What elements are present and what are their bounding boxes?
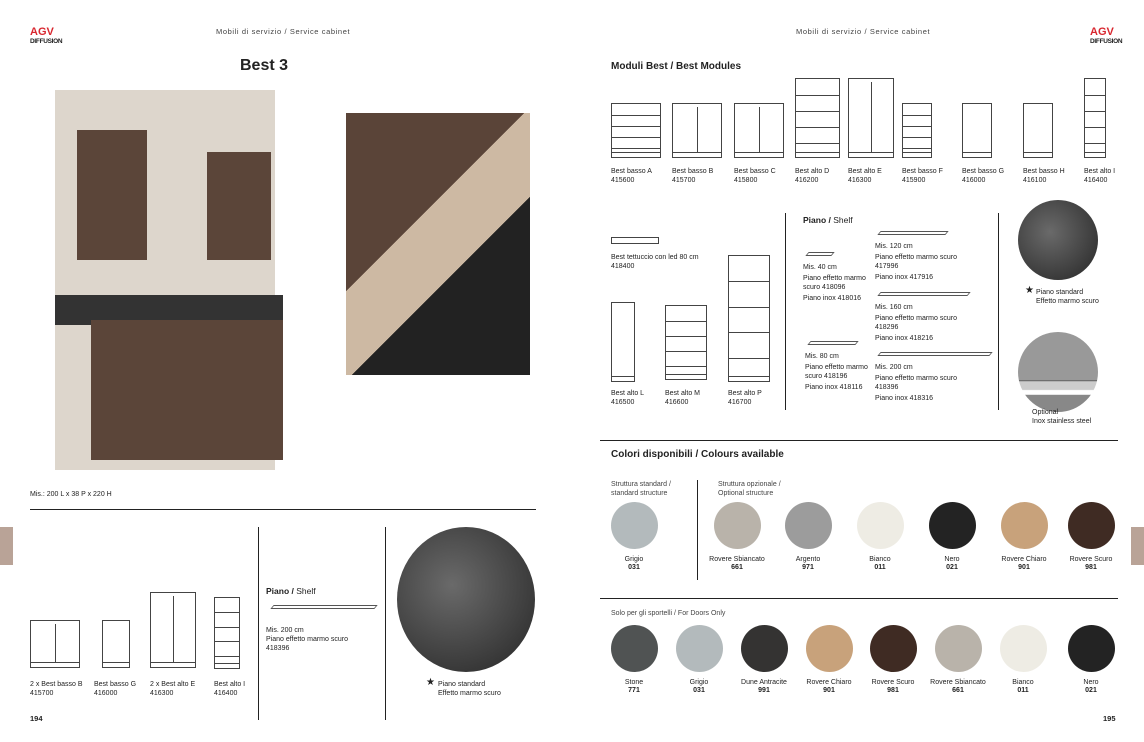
swatch-name: Bianco <box>1012 679 1034 686</box>
colour-swatch <box>857 502 904 549</box>
shelf-line <box>729 281 769 282</box>
shelf-line <box>796 143 839 144</box>
swatch-name: Bianco <box>869 556 891 563</box>
shelf-line <box>903 148 931 149</box>
swatch-name: Grigio <box>624 556 644 563</box>
swatch-code: 661 <box>952 687 964 694</box>
page-number: 195 <box>1103 714 1116 723</box>
colour-swatch <box>611 625 658 672</box>
module-label <box>672 167 713 185</box>
plinth-line <box>673 152 721 153</box>
shelf-line <box>612 137 660 138</box>
plinth-line <box>735 152 783 153</box>
swatch-code: 771 <box>628 687 640 694</box>
inox-swatch <box>1018 332 1098 412</box>
module-label <box>848 167 882 185</box>
plinth-line <box>796 152 839 153</box>
swatch-name: Nero <box>1083 679 1099 686</box>
brand-logo <box>30 27 62 47</box>
plinth-line <box>1024 152 1052 153</box>
plinth-line <box>31 662 79 663</box>
swatch-name: Nero <box>944 556 960 563</box>
swatch-name: Rovere Sbiancato <box>930 679 986 686</box>
colour-swatch <box>741 625 788 672</box>
swatch-label <box>993 679 1053 695</box>
shelf-line <box>215 641 239 642</box>
shelf-item <box>875 303 975 343</box>
shelf-title-light: Shelf <box>296 586 316 596</box>
caption-line: Optional <box>1032 409 1059 416</box>
module-name: Best basso F <box>902 168 943 175</box>
module-label <box>150 680 195 698</box>
shelf-drawing <box>270 605 377 609</box>
module-code: 416400 <box>214 690 238 697</box>
plinth-line <box>729 376 769 377</box>
label-line: Optional structure <box>718 490 774 497</box>
shelf-line <box>1085 143 1105 144</box>
shelf-line <box>666 366 706 367</box>
cabinet-drawing <box>795 78 840 158</box>
tettuccio-label <box>611 253 699 271</box>
module-label <box>94 680 136 698</box>
shelf-marble: Piano effetto marmo scuro 417996 <box>875 254 957 270</box>
module-code: 416600 <box>665 399 689 406</box>
shelf-line <box>1085 127 1105 128</box>
shelf-drawing <box>877 352 992 356</box>
shelf-item <box>875 242 975 282</box>
swatch-label <box>604 679 664 695</box>
shelf-size: Mis. 200 cm <box>875 364 913 371</box>
shelf-line <box>666 336 706 337</box>
colour-swatch <box>1001 502 1048 549</box>
shelf-marble: Piano effetto marmo scuro 418396 <box>875 375 957 391</box>
swatch-label <box>1061 679 1121 695</box>
shelf-line <box>903 126 931 127</box>
shelf-title-bold: Piano / <box>266 586 294 596</box>
colour-swatch <box>676 625 723 672</box>
module-name: Best alto I <box>214 681 246 688</box>
cabinet-drawing <box>102 620 130 668</box>
page-tab <box>0 527 13 565</box>
shelf-line <box>796 111 839 112</box>
plinth-line <box>612 376 634 377</box>
cabinet-drawing <box>30 620 80 668</box>
optional-structure-label <box>718 480 781 498</box>
shelf-size: Mis. 80 cm <box>805 353 839 360</box>
swatch-code: 661 <box>731 564 743 571</box>
label-line: Struttura standard / <box>611 481 671 488</box>
door-split <box>697 107 698 152</box>
swatch-label <box>707 556 767 572</box>
label-line: standard structure <box>611 490 668 497</box>
module-name: Best tettuccio con led 80 cm <box>611 254 699 261</box>
module-code: 415600 <box>611 177 635 184</box>
logo-sub: DIFFUSION <box>1090 38 1123 45</box>
swatch-code: 901 <box>1018 564 1030 571</box>
colour-swatch <box>870 625 917 672</box>
door-split <box>55 624 56 662</box>
modules-title: Moduli Best / Best Modules <box>611 61 742 72</box>
swatch-name: Rovere Chiaro <box>1001 556 1047 563</box>
module-label <box>734 167 776 185</box>
module-label <box>30 680 83 698</box>
shelf-line <box>215 656 239 657</box>
module-code: 416300 <box>848 177 872 184</box>
swatch-label <box>778 556 838 572</box>
swatch-code: 981 <box>887 687 899 694</box>
swatch-code: 901 <box>823 687 835 694</box>
shelf-item <box>803 263 868 303</box>
swatch-name: Rovere Scuro <box>1069 556 1113 563</box>
colours-title: Colori disponibili / Colours available <box>611 449 784 460</box>
plinth-line <box>849 152 893 153</box>
module-name: 2 x Best basso B <box>30 681 83 688</box>
colour-swatch <box>806 625 853 672</box>
tettuccio-drawing <box>611 237 659 244</box>
shelf-inox: Piano inox 418116 <box>805 384 863 391</box>
shelf-line <box>666 351 706 352</box>
cabinet-drawing <box>1084 78 1106 158</box>
module-code: 416000 <box>94 690 118 697</box>
shelf-info <box>266 626 348 653</box>
module-name: Best basso C <box>734 168 776 175</box>
cabinet-drawing <box>214 597 240 669</box>
star-icon: ★ <box>426 677 435 688</box>
swatch-name: Grigio <box>689 679 709 686</box>
shelf-line <box>612 148 660 149</box>
swatch-label <box>850 556 910 572</box>
colour-swatch <box>935 625 982 672</box>
shelf-size: Mis. 40 cm <box>803 264 837 271</box>
shelf-line <box>1085 95 1105 96</box>
swatch-label <box>604 556 664 572</box>
shelf-code: 418396 <box>266 645 290 652</box>
module-label <box>665 389 700 407</box>
cabinet-drawing <box>728 255 770 382</box>
module-code: 416300 <box>150 690 174 697</box>
module-code: 416500 <box>611 399 635 406</box>
colour-swatch <box>1068 625 1115 672</box>
page-number: 194 <box>30 714 43 723</box>
cabinet-drawing <box>848 78 894 158</box>
module-code: 416200 <box>795 177 819 184</box>
shelf-title-light: Shelf <box>833 215 853 225</box>
swatch-name: Stone <box>624 679 644 686</box>
swatch-name: Rovere Chiaro <box>806 679 852 686</box>
shelf-line <box>903 115 931 116</box>
cabinet-drawing <box>150 592 196 668</box>
cabinet-drawing <box>611 103 661 158</box>
page-tab <box>1131 527 1144 565</box>
swatch-label <box>922 556 982 572</box>
swatch-label <box>734 679 794 695</box>
shelf-size: Mis. 200 cm <box>266 627 304 634</box>
shelf-item <box>805 352 870 392</box>
colour-swatch <box>611 502 658 549</box>
cabinet-drawing <box>962 103 992 158</box>
module-code: 418400 <box>611 263 635 270</box>
shelf-size: Mis. 160 cm <box>875 304 913 311</box>
colour-swatch <box>1068 502 1115 549</box>
module-label <box>1084 167 1115 185</box>
shelf-inox: Piano inox 418216 <box>875 335 933 342</box>
module-label <box>1023 167 1065 185</box>
shelf-line <box>796 95 839 96</box>
swatch-code: 031 <box>693 687 705 694</box>
module-code: 415800 <box>734 177 758 184</box>
caption-line: Effetto marmo scuro <box>1036 298 1099 305</box>
shelf-size: Mis. 120 cm <box>875 243 913 250</box>
section-header: Mobili di servizio / Service cabinet <box>796 27 931 36</box>
plinth-line <box>215 663 239 664</box>
detail-photo <box>346 113 530 375</box>
optional-caption <box>1032 408 1091 426</box>
swatch-label <box>1061 556 1121 572</box>
colour-swatch <box>1000 625 1047 672</box>
swatch-label <box>994 556 1054 572</box>
plinth-line <box>903 152 931 153</box>
shelf-line <box>666 321 706 322</box>
standard-caption <box>1025 285 1099 306</box>
cabinet-drawing <box>734 103 784 158</box>
shelf-drawing <box>807 341 858 345</box>
cabinet-drawing <box>672 103 722 158</box>
shelf-line <box>1085 111 1105 112</box>
shelf-line <box>612 115 660 116</box>
colour-swatch <box>785 502 832 549</box>
cabinet-drawing <box>665 305 707 380</box>
swatch-name: Dune Antracite <box>741 679 787 686</box>
plinth-line <box>1085 152 1105 153</box>
plinth-line <box>612 152 660 153</box>
door-split <box>173 596 174 662</box>
caption-line: Piano standard <box>1036 289 1084 296</box>
furniture-photo <box>55 90 287 475</box>
label-line: Struttura opzionale / <box>718 481 781 488</box>
logo-text: AGV <box>30 26 54 38</box>
swatch-code: 021 <box>1085 687 1097 694</box>
module-name: Best basso H <box>1023 168 1065 175</box>
cabinet-drawing <box>1023 103 1053 158</box>
swatch-name: Rovere Sbiancato <box>709 556 765 563</box>
standard-caption <box>426 677 501 698</box>
door-split <box>871 82 872 152</box>
shelf-inox: Piano inox 417916 <box>875 274 933 281</box>
module-name: Best alto M <box>665 390 701 397</box>
swatch-label <box>799 679 859 695</box>
module-name: Best basso G <box>94 681 137 688</box>
cabinet-drawing <box>902 103 932 158</box>
caption-line: Piano standard <box>438 681 486 688</box>
swatch-code: 991 <box>758 687 770 694</box>
plinth-line <box>963 152 991 153</box>
standard-structure-label <box>611 480 671 498</box>
module-name: Best basso G <box>962 168 1005 175</box>
marble-swatch <box>397 527 535 672</box>
shelf-item <box>875 363 975 403</box>
shelf-line <box>729 332 769 333</box>
cabinet-drawing <box>611 302 635 382</box>
doors-only-label: Solo per gli sportelli / For Doors Only <box>611 610 726 617</box>
plinth-line <box>666 374 706 375</box>
shelf-line <box>612 126 660 127</box>
shelf-title-bold: Piano / <box>803 215 831 225</box>
swatch-code: 021 <box>946 564 958 571</box>
shelf-line <box>903 137 931 138</box>
swatch-code: 011 <box>874 564 886 571</box>
page-title: Best 3 <box>240 57 289 74</box>
brand-logo <box>1090 27 1122 47</box>
shelf-title <box>266 586 316 596</box>
module-label <box>962 167 1004 185</box>
module-name: Best basso B <box>672 168 714 175</box>
shelf-title <box>803 215 853 225</box>
module-name: Best basso A <box>611 168 652 175</box>
shelf-line <box>796 127 839 128</box>
module-label <box>902 167 943 185</box>
section-header: Mobili di servizio / Service cabinet <box>216 27 351 36</box>
module-name: 2 x Best alto E <box>150 681 196 688</box>
shelf-drawing <box>877 231 948 235</box>
module-name: Best alto P <box>728 390 762 397</box>
marble-swatch <box>1018 200 1098 280</box>
module-code: 415700 <box>30 690 54 697</box>
module-code: 416700 <box>728 399 752 406</box>
module-label <box>611 167 652 185</box>
module-code: 415900 <box>902 177 926 184</box>
star-icon: ★ <box>1025 285 1034 296</box>
logo-sub: DIFFUSION <box>30 38 63 45</box>
shelf-inox: Piano inox 418016 <box>803 295 861 302</box>
shelf-line <box>215 612 239 613</box>
module-code: 416400 <box>1084 177 1108 184</box>
swatch-name: Argento <box>795 556 821 563</box>
shelf-line <box>215 627 239 628</box>
logo-text: AGV <box>1090 26 1114 38</box>
swatch-code: 971 <box>802 564 814 571</box>
module-code: 416100 <box>1023 177 1047 184</box>
shelf-drawing <box>877 292 970 296</box>
module-name: Best alto D <box>795 168 830 175</box>
module-label <box>728 389 762 407</box>
module-label <box>611 389 644 407</box>
caption-line: Effetto marmo scuro <box>438 690 501 697</box>
caption-line: Inox stainless steel <box>1032 418 1092 425</box>
module-name: Best alto I <box>1084 168 1116 175</box>
module-name: Best alto L <box>611 390 645 397</box>
plinth-line <box>151 662 195 663</box>
shelf-inox: Piano inox 418316 <box>875 395 933 402</box>
swatch-label <box>928 679 988 695</box>
dimensions: Mis.: 200 L x 38 P x 220 H <box>30 491 112 498</box>
shelf-line <box>729 358 769 359</box>
swatch-label <box>669 679 729 695</box>
swatch-name: Rovere Scuro <box>871 679 915 686</box>
module-code: 416000 <box>962 177 986 184</box>
module-name: Best alto E <box>848 168 882 175</box>
shelf-desc: Piano effetto marmo scuro <box>266 636 348 643</box>
colour-swatch <box>714 502 761 549</box>
shelf-line <box>729 307 769 308</box>
swatch-code: 011 <box>1017 687 1029 694</box>
swatch-code: 981 <box>1085 564 1097 571</box>
shelf-drawing <box>805 252 834 256</box>
plinth-line <box>103 662 129 663</box>
shelf-marble: Piano effetto marmo scuro 418196 <box>805 364 868 380</box>
shelf-marble: Piano effetto marmo scuro 418096 <box>803 275 866 291</box>
module-label <box>214 680 245 698</box>
shelf-marble: Piano effetto marmo scuro 418296 <box>875 315 957 331</box>
swatch-code: 031 <box>628 564 640 571</box>
swatch-label <box>863 679 923 695</box>
module-label <box>795 167 829 185</box>
colour-swatch <box>929 502 976 549</box>
module-code: 415700 <box>672 177 696 184</box>
door-split <box>759 107 760 152</box>
